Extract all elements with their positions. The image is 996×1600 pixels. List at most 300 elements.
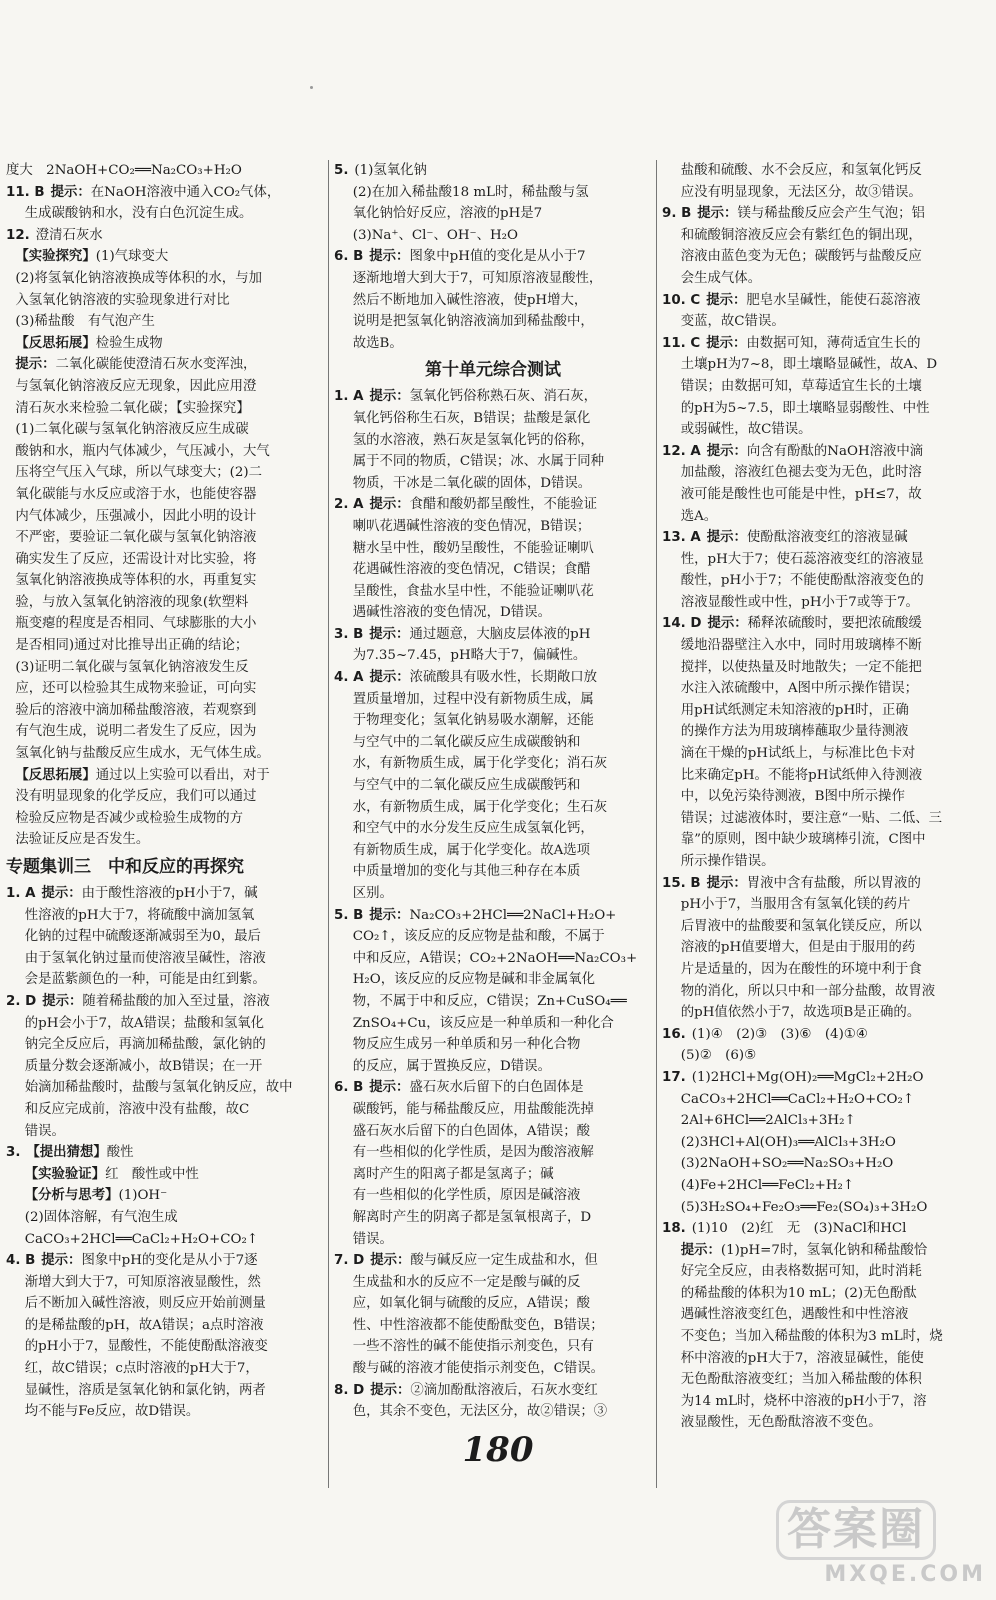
answer-line <box>662 721 988 743</box>
answer-line <box>662 657 988 679</box>
bracket-tag: 【实验验证】 <box>24 1166 106 1182</box>
item-number: 2. D <box>6 993 37 1009</box>
answer-line <box>334 1250 652 1272</box>
answer-line <box>6 398 324 420</box>
hint-label: 提示： <box>706 530 747 546</box>
answer-line <box>6 1272 324 1294</box>
line-text: 为14 mL时，烧杯中溶液的pH小于7，溶 <box>680 1393 927 1409</box>
line-text: 没有明显现象的化学反应，我们可以通过 <box>15 789 257 805</box>
item-number: 18. <box>662 1221 686 1237</box>
line-text: 的pH会小于7，故A错误；盐酸和氢氧化 <box>24 1015 265 1031</box>
line-text: 物质，干冰是二氧化碳的固体，D错误。 <box>352 475 592 491</box>
line-text: 靠”的原则，图中缺少玻璃棒引流，C图中 <box>680 832 926 848</box>
watermark-logo: 答案圈 <box>776 1500 936 1560</box>
hint-label: 提示： <box>707 616 748 632</box>
line-text: 专题集训三 中和反应的再探究 <box>6 857 244 877</box>
answer-line <box>334 732 652 754</box>
line-text: 用pH试纸测定未知溶液的pH时，正确 <box>680 702 909 718</box>
answer-line <box>6 657 324 679</box>
line-text: (4)Fe+2HCl══FeCl₂+H₂↑ <box>680 1177 855 1193</box>
line-text: 加盐酸，溶液红色褪去变为无色，此时溶 <box>680 465 922 481</box>
line-text: 无色酚酞溶液变红；当加入稀盐酸的体积 <box>680 1372 922 1388</box>
answer-line <box>6 991 324 1013</box>
answer-line <box>6 592 324 614</box>
line-text: 肥皂水呈碱性，能使石蕊溶液 <box>746 292 921 308</box>
line-text: (1)④ (2)③ (3)⑥ (4)①④ <box>691 1026 868 1042</box>
line-text: (1)二氧化碳与氢氧化钠溶液反应生成碳 <box>15 422 249 438</box>
answer-line <box>662 225 988 247</box>
line-text: 图象中pH值的变化是从小于7 <box>409 249 586 265</box>
scan-dot <box>310 86 313 89</box>
answer-line <box>662 1089 988 1111</box>
answer-line <box>662 765 988 787</box>
answer-line <box>6 721 324 743</box>
hint-label: 提示： <box>369 907 410 923</box>
line-text: 色，其余不变色，无法区分，故②错误；③ <box>352 1404 608 1420</box>
line-text: 浓硫酸具有吸水性，长期敞口放 <box>409 670 598 686</box>
line-text: (2)3HCl+Al(OH)₃══AlCl₃+3H₂O <box>680 1134 896 1150</box>
column-1 <box>6 160 324 1490</box>
line-text: 液显酸性，无色酚酞溶液不变色。 <box>680 1415 882 1431</box>
answer-line <box>334 581 652 603</box>
answer-line <box>662 506 988 528</box>
hint-label: 提示： <box>50 184 91 200</box>
answer-line <box>6 1358 324 1380</box>
answer-line <box>662 959 988 981</box>
line-text: 应，如氧化铜与硫酸的反应，A错误；酸 <box>352 1296 591 1312</box>
line-text: 中，以免污染待测液，B图中所示操作 <box>680 789 905 805</box>
hint-label: 提示： <box>697 206 738 222</box>
line-text: 镁与稀盐酸反应会产生气泡；铝 <box>737 206 925 222</box>
answer-line <box>6 829 324 851</box>
line-text: 片是适量的，因为在酸性的环境中利于食 <box>680 961 922 977</box>
line-text: 是否相同)通过对比推导出正确的结论； <box>15 638 249 654</box>
answer-line <box>662 376 988 398</box>
line-text: 法验证反应是否发生。 <box>15 832 150 848</box>
item-number: 9. B <box>662 206 692 222</box>
line-text: 瓶变瘪的程度是否相同、气球膨胀的大小 <box>15 616 257 632</box>
answer-line <box>334 1185 652 1207</box>
line-text: 度大 2NaOH+CO₂══Na₂CO₃+H₂O <box>6 163 242 178</box>
line-text: 的稀盐酸的体积为10 mL；(2)无色酚酞 <box>680 1285 917 1301</box>
line-text: H₂O，该反应的反应物是碱和非金属氧化 <box>352 972 596 988</box>
line-text: (5)3H₂SO₄+Fe₂O₃══Fe₂(SO₄)₃+3H₂O <box>680 1199 928 1215</box>
line-text: 第十单元综合测试 <box>425 360 561 381</box>
watermark-url: MXQE.COM <box>824 1562 986 1587</box>
answer-line <box>334 1142 652 1164</box>
line-text: 溶液的pH值要增大，但是由于服用的药 <box>680 940 916 956</box>
line-text: 红，故C错误；c点时溶液的pH大于7， <box>24 1361 259 1377</box>
answer-line <box>6 1013 324 1035</box>
item-number: 16. <box>662 1026 686 1042</box>
answer-line <box>334 905 652 927</box>
item-number: 12. <box>6 227 30 243</box>
line-text: 然后不断地加入碱性溶液，使pH增大， <box>352 292 588 308</box>
line-text: 性溶液的pH大于7，将硫酸中滴加氢氧 <box>24 907 255 923</box>
line-text: 有一些相似的化学性质，原因是碱溶液 <box>352 1188 581 1204</box>
item-number: 15. B <box>662 875 701 891</box>
answer-line <box>6 268 324 290</box>
answer-line <box>334 538 652 560</box>
line-text: 一些不溶性的碱不能使指示剂变色，只有 <box>352 1339 594 1355</box>
answer-line <box>662 1240 988 1262</box>
answer-line <box>662 1326 988 1348</box>
line-text: 缓地沿器壁注入水中，同时用玻璃棒不断 <box>680 638 922 654</box>
answer-line <box>662 1067 988 1089</box>
answer-line <box>334 430 652 452</box>
answer-line <box>662 160 988 182</box>
answer-line <box>334 451 652 473</box>
answer-line <box>6 765 324 787</box>
answer-line <box>334 948 652 970</box>
hint-label: 提示： <box>706 335 747 351</box>
line-text: 的操作方法为用玻璃棒蘸取少量待测液 <box>680 724 909 740</box>
item-number: 6. B <box>334 1080 364 1096</box>
answer-line <box>662 981 988 1003</box>
answer-line <box>662 203 988 225</box>
answer-line <box>334 408 652 430</box>
answer-line <box>334 1315 652 1337</box>
answer-line <box>334 1207 652 1229</box>
line-text: 压将空气压入气球，所以气球变大；(2)二 <box>15 465 262 481</box>
hint-label: 提示： <box>42 993 83 1009</box>
hint-label: 提示： <box>706 875 747 891</box>
answer-line <box>6 948 324 970</box>
answer-line <box>6 1336 324 1358</box>
answer-line <box>334 246 652 268</box>
line-text: 中和反应，A错误；CO₂+2NaOH══Na₂CO₃+ <box>352 950 638 966</box>
line-text: 与氢氧化钠溶液反应无现象，因此应用澄 <box>15 378 257 394</box>
answer-line <box>662 916 988 938</box>
line-text: 由数据可知，薄荷适宜生长的 <box>746 335 921 351</box>
line-text: 澄清石灰水 <box>35 227 103 243</box>
answer-line <box>662 1132 988 1154</box>
line-text: 应没有明显现象，无法区分，故③错误。 <box>680 184 922 200</box>
line-text: 有气泡生成，说明二者发生了反应，因为 <box>15 724 257 740</box>
line-text: 花遇碱性溶液的变色情况，C错误；食醋 <box>352 562 591 578</box>
line-text: 水，有新物质生成，属于化学变化；生石灰 <box>352 799 608 815</box>
line-text: 与空气中的二氧化碳反应生成碳酸钙和 <box>352 778 581 794</box>
answer-line <box>6 354 324 376</box>
answer-line <box>662 441 988 463</box>
line-text: 氢的水溶液，熟石灰是氢氧化钙的俗称， <box>352 432 594 448</box>
answer-line <box>334 1293 652 1315</box>
column-divider <box>328 160 329 1488</box>
answer-line <box>6 506 324 528</box>
hint-label: 提示： <box>15 357 56 373</box>
hint-label: 提示： <box>369 389 410 405</box>
line-text: 不严密，要验证二氧化碳与氢氧化钠溶液 <box>15 530 257 546</box>
line-text: 水，有新物质生成，属于化学变化；消石灰 <box>352 756 608 772</box>
answer-line <box>334 883 652 905</box>
answer-line <box>662 829 988 851</box>
line-text: 盐酸和硫酸、水不会反应，和氢氧化钙反 <box>680 163 922 178</box>
line-text: (2)将氢氧化钠溶液换成等体积的水，与加 <box>15 270 262 286</box>
answer-line <box>662 333 988 355</box>
answer-line <box>334 203 652 225</box>
line-text: 所示操作错误。 <box>680 854 775 869</box>
answer-line <box>662 1348 988 1370</box>
line-text: 氢氧化钙俗称熟石灰、消石灰， <box>409 389 598 405</box>
line-text: 好完全反应，由表格数据可知，此时消耗 <box>680 1264 922 1280</box>
answer-line <box>6 1099 324 1121</box>
line-text: 性，pH大于7；使石蕊溶液变红的溶液显 <box>680 551 924 567</box>
answer-line <box>6 969 324 991</box>
answer-line <box>334 1077 652 1099</box>
line-text: 土壤pH为7~8，即土壤略显碱性，故A、D <box>680 357 938 373</box>
answer-line <box>6 1250 324 1272</box>
answer-line <box>334 1358 652 1380</box>
answer-line <box>6 613 324 635</box>
answer-line <box>6 1229 324 1251</box>
line-text: 食醋和酸奶都呈酸性，不能验证 <box>409 497 598 513</box>
column-3 <box>662 160 988 1490</box>
line-text: (1)气球变大 <box>95 249 169 265</box>
line-text: 的反应，属于置换反应，D错误。 <box>352 1058 551 1074</box>
answer-line <box>6 246 324 268</box>
hint-label: 提示： <box>706 292 747 308</box>
line-text: 于物理变化；氢氧化钠易吸水潮解，还能 <box>352 713 594 729</box>
answer-line <box>662 549 988 571</box>
bracket-tag: 【反思拓展】 <box>15 335 96 351</box>
answer-line <box>334 624 652 646</box>
answer-line <box>6 570 324 592</box>
line-text: 氧化碳能与水反应或溶于水，也能使容器 <box>15 486 257 502</box>
answer-line <box>662 1261 988 1283</box>
answer-line <box>6 1164 324 1186</box>
line-text: (1)2HCl+Mg(OH)₂══MgCl₂+2H₂O <box>691 1069 924 1085</box>
answer-line <box>662 1110 988 1132</box>
line-text: (2)在加入稀盐酸18 mL时，稀盐酸与氢 <box>352 184 589 200</box>
item-number: 1. A <box>6 886 36 901</box>
answer-line <box>662 1391 988 1413</box>
answer-line <box>334 1380 652 1402</box>
line-text: 遇碱性溶液的变色情况，D错误。 <box>352 605 551 621</box>
item-number: 17. <box>662 1069 686 1085</box>
line-text: 性、中性溶液都不能使酚酞变色，B错误； <box>352 1317 604 1333</box>
answer-line <box>6 926 324 948</box>
answer-line <box>662 290 988 312</box>
section-title <box>6 853 324 881</box>
answer-line <box>6 1056 324 1078</box>
line-text: 2Al+6HCl══2AlCl₃+3H₂↑ <box>680 1113 856 1129</box>
line-text: 遇碱性溶液变红色，遇酸性和中性溶液 <box>680 1307 909 1323</box>
bracket-tag: 【提出猜想】 <box>26 1145 107 1161</box>
item-number: 4. B <box>6 1253 36 1269</box>
item-number: 10. C <box>662 292 701 308</box>
line-text: 显碱性，溶质是氢氧化钠和氯化钠，两者 <box>24 1382 266 1398</box>
answer-line <box>6 290 324 312</box>
item-number: 5. B <box>334 907 364 923</box>
answer-line <box>6 333 324 355</box>
answer-line <box>662 419 988 441</box>
answer-line <box>334 710 652 732</box>
answer-line <box>334 645 652 667</box>
answer-line <box>6 419 324 441</box>
answer-line <box>334 753 652 775</box>
line-text: 后胃液中的盐酸要和氢氧化镁反应，所以 <box>680 918 922 934</box>
answer-line <box>334 818 652 840</box>
line-text: 溶液由蓝色变为无色；碳酸钙与盐酸反应 <box>680 249 922 265</box>
line-text: 检验生成物 <box>95 335 163 351</box>
line-text: 酸钠和水，瓶内气体减少，气压减小，大气 <box>15 443 270 459</box>
answer-line <box>662 786 988 808</box>
answer-line <box>334 840 652 862</box>
line-text: 生成碳酸钠和水，没有白色沉淀生成。 <box>24 206 253 222</box>
answer-line <box>6 1185 324 1207</box>
line-text: 与空气中的二氧化碳反应生成碳酸钠和 <box>352 734 581 750</box>
line-text: 变蓝，故C错误。 <box>680 314 785 330</box>
line-text: 确实发生了反应，还需设计对比实验，将 <box>15 551 257 567</box>
line-text: 错误。 <box>352 1231 393 1247</box>
answer-line <box>334 991 652 1013</box>
item-number: 7. D <box>334 1253 365 1269</box>
answer-line <box>6 1034 324 1056</box>
answer-line <box>662 743 988 765</box>
line-text: 氢氧化钠与盐酸反应生成水，无气体生成。 <box>15 746 270 762</box>
line-text: (1)pH=7时，氢氧化钠和稀盐酸恰 <box>720 1242 928 1258</box>
answer-line <box>662 462 988 484</box>
line-text: (3)2NaOH+SO₂══Na₂SO₃+H₂O <box>680 1156 894 1172</box>
answer-line <box>334 1099 652 1121</box>
item-number: 13. A <box>662 530 701 546</box>
line-text: 液可能是酸性也可能是中性，pH≤7，故 <box>680 486 922 502</box>
answer-line <box>6 808 324 830</box>
answer-line <box>334 1229 652 1251</box>
line-text: 离时产生的阳离子都是氢离子；碱 <box>352 1166 554 1182</box>
line-text: 有一些相似的化学性质，是因为酸溶液解 <box>352 1145 594 1161</box>
line-text: 通过以上实验可以看出，对于 <box>95 767 270 783</box>
line-text: 错误；由数据可知，草莓适宜生长的土壤 <box>680 378 922 394</box>
answer-line <box>662 635 988 657</box>
item-number: 4. A <box>334 670 364 686</box>
line-text: (2)固体溶解，有气泡生成 <box>24 1209 178 1225</box>
answer-line <box>6 678 324 700</box>
answer-line <box>6 311 324 333</box>
hint-label: 提示： <box>41 886 82 901</box>
answer-line <box>334 516 652 538</box>
line-text: (3)稀盐酸 有气泡产生 <box>15 314 155 330</box>
line-text: 图象中pH的变化是从小于7逐 <box>81 1253 258 1269</box>
line-text: 和空气中的水分发生反应生成氢氧化钙， <box>352 821 594 837</box>
line-text: 中质量增加的变化与其他三种存在本质 <box>352 864 581 880</box>
line-text: 二氧化碳能使澄清石灰水变浑浊， <box>55 357 257 373</box>
line-text: 内气体减少，压强减小，因此小明的设计 <box>15 508 257 524</box>
answer-line <box>334 268 652 290</box>
line-text: 在NaOH溶液中通入CO₂气体， <box>90 184 281 200</box>
answer-line <box>334 1056 652 1078</box>
answer-line <box>6 1315 324 1337</box>
line-text: 生成盐和水的反应不一定是酸与碱的反 <box>352 1274 581 1290</box>
line-text: 不变色；当加入稀盐酸的体积为3 mL时，烧 <box>680 1329 943 1345</box>
bracket-tag: 【分析与思考】 <box>24 1188 119 1204</box>
item-number: 3. B <box>334 626 364 642</box>
hint-label: 提示： <box>369 249 410 265</box>
line-text: 应，还可以检验其生成物来验证，可向实 <box>15 681 257 697</box>
answer-line <box>334 1401 652 1423</box>
line-text: 解离时产生的阴离子都是氢氧根离子，D <box>352 1209 592 1225</box>
answer-line <box>6 635 324 657</box>
line-text: 逐渐地增大到大于7，可知原溶液显酸性， <box>352 270 603 286</box>
bracket-tag: 【实验探究】 <box>15 249 96 265</box>
page-number: 180 <box>462 1430 534 1470</box>
line-text: 通过题意，大脑皮层体液的pH <box>409 626 591 642</box>
line-text: 会是蓝紫颜色的一种，可能是由红到紫。 <box>24 972 266 988</box>
line-text: 碳酸钙，能与稀盐酸反应，用盐酸能洗掉 <box>352 1101 594 1117</box>
line-text: 的pH为5~7.5，即土壤略显弱酸性、中性 <box>680 400 930 416</box>
answer-line <box>6 743 324 765</box>
answer-line <box>6 1401 324 1423</box>
answer-line <box>6 700 324 722</box>
line-text: 氧化钠恰好反应，溶液的pH是7 <box>352 206 543 222</box>
answer-line <box>6 441 324 463</box>
line-text: 比来确定pH。不能将pH试纸伸入待测液 <box>680 767 923 783</box>
answer-line <box>662 678 988 700</box>
hint-label: 提示： <box>369 670 410 686</box>
section-title <box>334 356 652 384</box>
line-text: 错误。 <box>24 1123 65 1139</box>
line-text: 错误；过滤液体时，要注意“一贴、二低、三 <box>680 810 943 826</box>
line-text: 物，不属于中和反应，C错误；Zn+CuSO₄══ <box>352 993 627 1009</box>
line-text: (5)② (6)⑤ <box>680 1048 757 1064</box>
answer-line <box>334 473 652 495</box>
answer-line <box>6 182 324 204</box>
line-text: 酸性，pH小于7；不能使酚酞溶液变色的 <box>680 573 924 589</box>
item-number: 6. B <box>334 249 364 265</box>
line-text: 为7.35~7.45，pH略大于7，偏碱性。 <box>352 648 587 664</box>
hint-label: 提示： <box>369 1080 410 1096</box>
line-text: 呈酸性，食盐水呈中性，不能验证喇叭花 <box>352 583 594 599</box>
answer-line <box>662 1002 988 1024</box>
line-text: 和硫酸铜溶液反应会有紫红色的铜出现， <box>680 227 922 243</box>
answer-line <box>662 1045 988 1067</box>
answer-line <box>334 797 652 819</box>
answer-line <box>662 398 988 420</box>
line-text: 始滴加稀盐酸时，盐酸与氢氧化钠反应，故中 <box>24 1080 293 1096</box>
line-text: 水注入浓硫酸中，A图中所示操作错误； <box>680 681 919 697</box>
line-text: 胃液中含有盐酸，所以胃液的 <box>746 875 921 891</box>
item-number: 12. A <box>662 443 701 459</box>
line-text: 使酚酞溶液变红的溶液显碱 <box>746 530 908 546</box>
line-text: 说明是把氢氧化钠溶液滴加到稀盐酸中， <box>352 314 594 330</box>
line-text: 置质量增加，过程中没有新物质生成，属 <box>352 691 594 707</box>
line-text: 喇叭花遇碱性溶液的变色情况，B错误； <box>352 518 591 534</box>
answer-line <box>334 602 652 624</box>
item-number: 14. D <box>662 616 702 632</box>
line-text: 搅拌，以使热量及时地散失；一定不能把 <box>680 659 922 675</box>
column-2 <box>334 160 652 1490</box>
line-text: 和反应完成前，溶液中没有盐酸，故C <box>24 1101 250 1117</box>
item-number: 8. D <box>334 1382 365 1398</box>
answer-line <box>334 311 652 333</box>
answer-line <box>662 246 988 268</box>
answer-line <box>6 1293 324 1315</box>
answer-line <box>6 1121 324 1143</box>
hint-label: 提示： <box>41 1253 82 1269</box>
line-text: 钠完全反应后，再滴加稀盐酸，氯化钠的 <box>24 1037 266 1053</box>
item-number: 5. <box>334 163 349 178</box>
hint-label: 提示： <box>706 443 747 459</box>
line-text: 检验反应物是否减少或检验生成物的方 <box>15 810 244 826</box>
answer-line <box>6 376 324 398</box>
answer-line <box>662 1304 988 1326</box>
answer-line <box>334 182 652 204</box>
answer-line <box>6 1380 324 1402</box>
answer-line <box>662 354 988 376</box>
line-text: 故选B。 <box>352 335 403 351</box>
line-text: 的pH值依然小于7，故选项B是正确的。 <box>680 1005 921 1021</box>
answer-line <box>334 775 652 797</box>
